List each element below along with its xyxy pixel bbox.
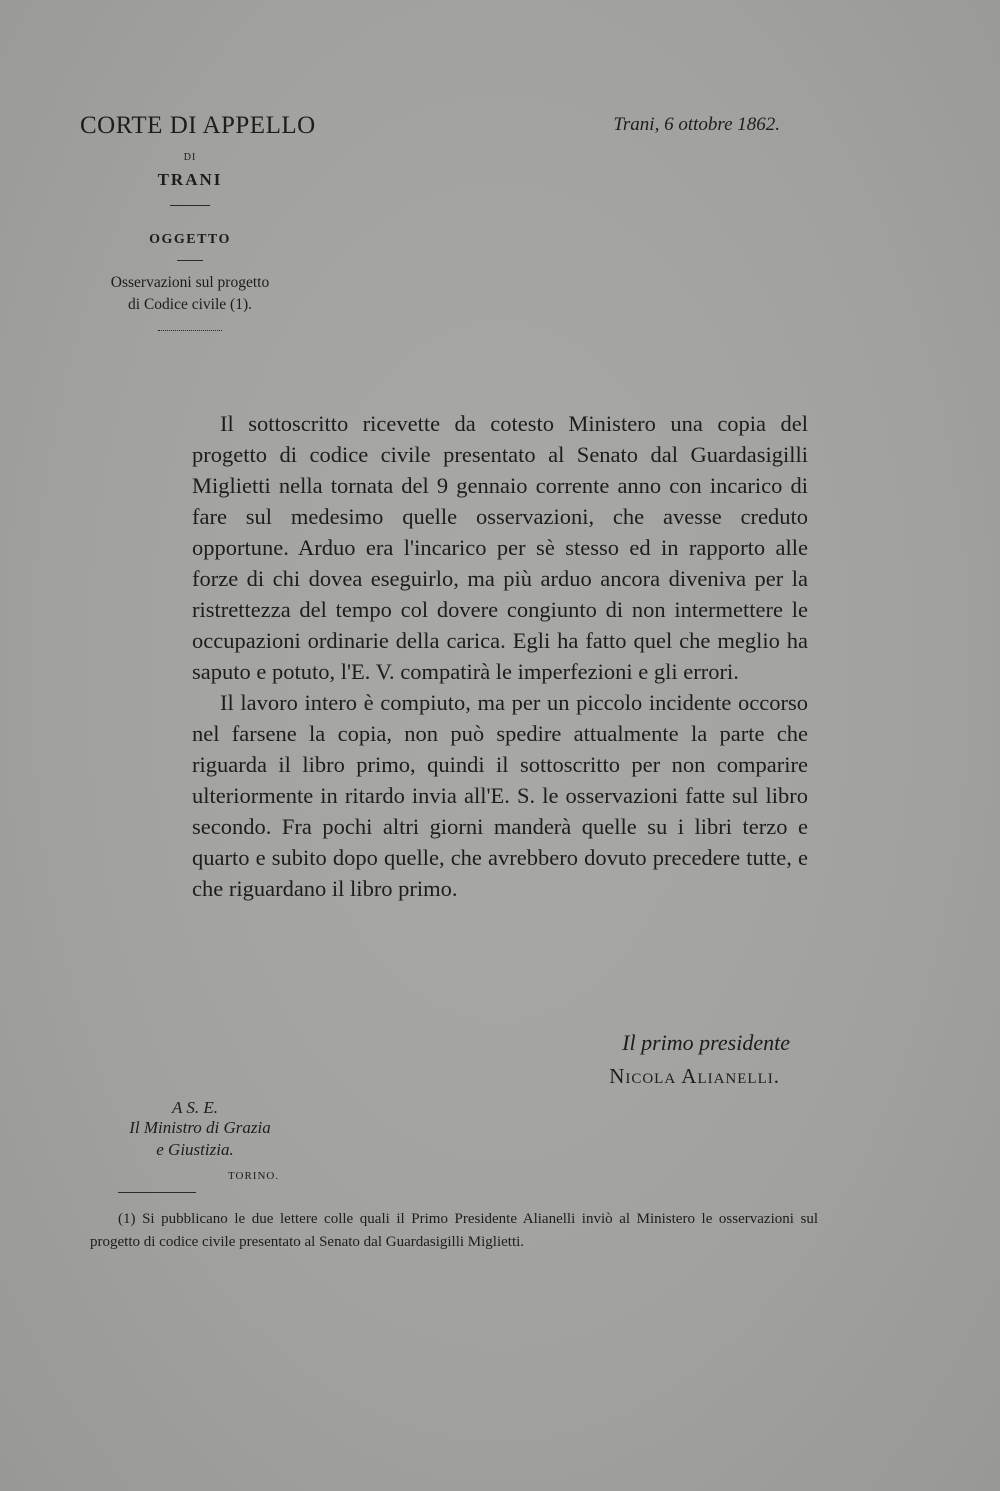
addressee-line-2: Il Ministro di Grazia xyxy=(129,1118,271,1137)
place-date: Trani, 6 ottobre 1862. xyxy=(613,114,780,135)
signature-title: Il primo presidente xyxy=(622,1030,790,1055)
subject-label: OGGETTO xyxy=(149,232,231,247)
addressee-line-1: A S. E. xyxy=(172,1098,218,1117)
body-paragraph-1: Il sottoscritto ricevette da cotesto Ministero una copia del progetto di codice civile presentato al Senato dal Guardasigilli Miglietti nella tornata del 9 gennaio corrente anno con incarico di fare sul medesimo quelle osservazioni, che avesse creduto opportune. Arduo era l'incarico per sè stesso ed in rapporto alle forze di chi dovea eseguirlo, ma più arduo ancora diveniva per la ristrettezza del tempo col dovere congiunto di non intermettere le occupazioni ordinarie della carica. Egli ha fatto quel che meglio ha saputo e potuto, l'E. V. compatirà le imperfezioni e gli errori. xyxy=(192,411,808,684)
court-heading-di: DI xyxy=(183,152,197,163)
subject-line-1: Osservazioni sul progetto xyxy=(110,274,270,291)
court-city: TRANI xyxy=(157,170,223,189)
dotted-separator xyxy=(158,330,222,331)
body-paragraph-2: Il lavoro intero è compiuto, ma per un piccolo incidente occorso nel farsene la copia, non può spedire attualmente la parte che riguarda il libro primo, quindi il sottoscritto per non comparire ulteriormente in ritardo invia all'E. S. le osservazioni fatte sul libro secondo. Fra pochi altri giorni manderà quelle su i libri terzo e quarto e subito dopo quelle, che avrebbero dovuto precedere tutte, e che riguardano il libro primo. xyxy=(192,690,808,901)
footnote: (1) Si pubblicano le due lettere colle quali il Primo Presidente Alianelli inviò al Ministero le osservazioni sul progetto di codice civile presentato al Senato dal Guardasigilli Miglietti. xyxy=(90,1211,818,1250)
court-heading: CORTE DI APPELLO xyxy=(80,112,316,139)
addressee-city: TORINO. xyxy=(228,1170,280,1182)
header-divider xyxy=(170,205,210,206)
subject-divider xyxy=(177,260,203,261)
letter-body xyxy=(192,408,808,904)
footnote-divider xyxy=(118,1192,196,1193)
subject-text xyxy=(70,272,310,316)
subject-line-2: di Codice civile (1). xyxy=(128,296,252,313)
addressee-line-3: e Giustizia. xyxy=(156,1140,234,1159)
signature-name: Nicola Alianelli. xyxy=(609,1064,780,1088)
